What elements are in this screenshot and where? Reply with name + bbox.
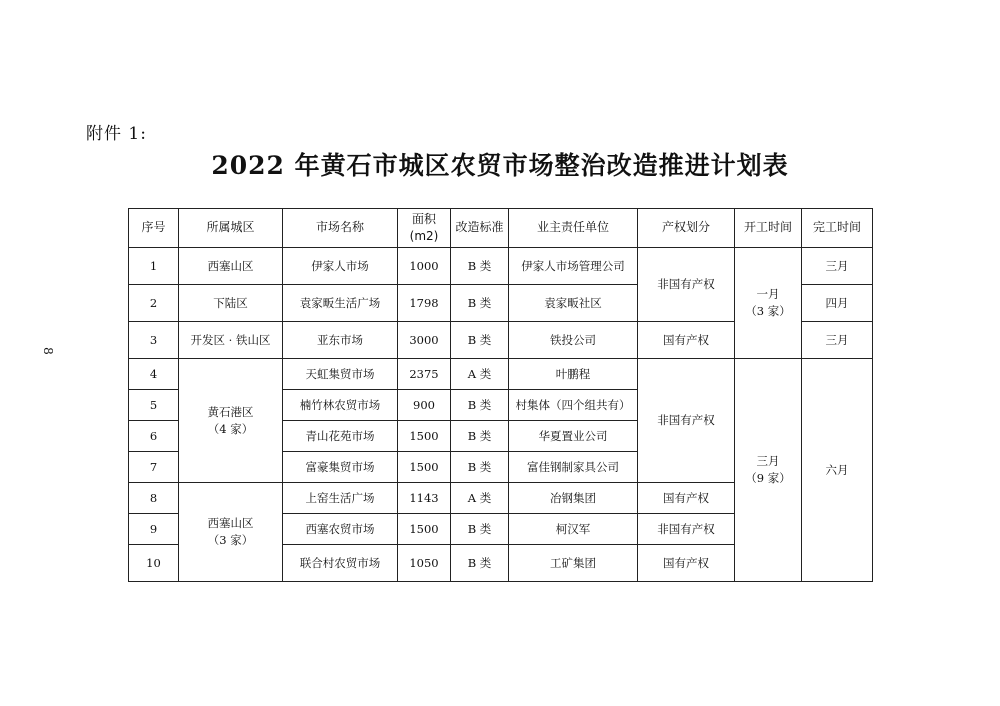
cell-area: 1500 xyxy=(398,421,451,452)
district-name: 黄石港区 xyxy=(207,404,254,419)
header-district: 所属城区 xyxy=(179,209,283,248)
cell-market: 伊家人市场 xyxy=(283,248,398,285)
cell-area: 3000 xyxy=(398,322,451,359)
attachment-label: 附件 1: xyxy=(86,124,147,144)
header-no: 序号 xyxy=(129,209,179,248)
cell-area: 1798 xyxy=(398,285,451,322)
cell-finish: 三月 xyxy=(802,322,873,359)
cell-property: 国有产权 xyxy=(638,545,735,582)
cell-no: 9 xyxy=(129,514,179,545)
cell-property: 非国有产权 xyxy=(638,359,735,483)
cell-standard: B 类 xyxy=(451,248,509,285)
start-count: （3 家） xyxy=(745,304,791,318)
header-start: 开工时间 xyxy=(735,209,802,248)
cell-district: 西塞山区 xyxy=(179,248,283,285)
cell-standard: B 类 xyxy=(451,285,509,322)
cell-area: 2375 xyxy=(398,359,451,390)
table-row xyxy=(129,248,873,285)
cell-property: 非国有产权 xyxy=(638,248,735,322)
cell-owner: 叶鹏程 xyxy=(509,359,638,390)
cell-no: 5 xyxy=(129,390,179,421)
cell-standard: B 类 xyxy=(451,514,509,545)
district-count: （4 家） xyxy=(207,421,254,436)
cell-standard: B 类 xyxy=(451,390,509,421)
header-property: 产权划分 xyxy=(638,209,735,248)
cell-no: 7 xyxy=(129,452,179,483)
cell-area: 1000 xyxy=(398,248,451,285)
cell-market: 联合村农贸市场 xyxy=(283,545,398,582)
cell-owner: 柯汉军 xyxy=(509,514,638,545)
cell-property: 国有产权 xyxy=(638,483,735,514)
cell-area: 900 xyxy=(398,390,451,421)
cell-standard: B 类 xyxy=(451,545,509,582)
cell-start-group-2 xyxy=(735,359,802,582)
cell-property: 国有产权 xyxy=(638,322,735,359)
cell-market: 袁家畈生活广场 xyxy=(283,285,398,322)
cell-market: 楠竹林农贸市场 xyxy=(283,390,398,421)
cell-area: 1500 xyxy=(398,514,451,545)
district-count: （3 家） xyxy=(207,533,254,547)
header-area-line2: (m2) xyxy=(409,229,439,243)
cell-owner: 华夏置业公司 xyxy=(509,421,638,452)
cell-standard: B 类 xyxy=(451,452,509,483)
cell-market: 青山花苑市场 xyxy=(283,421,398,452)
cell-no: 10 xyxy=(129,545,179,582)
header-market: 市场名称 xyxy=(283,209,398,248)
start-count: （9 家） xyxy=(745,471,791,485)
cell-owner: 伊家人市场管理公司 xyxy=(509,248,638,285)
header-area-line1: 面积 xyxy=(411,211,436,226)
cell-market: 天虹集贸市场 xyxy=(283,359,398,390)
header-finish: 完工时间 xyxy=(802,209,873,248)
cell-district-xisaishan xyxy=(179,483,283,582)
cell-no: 3 xyxy=(129,322,179,359)
start-month: 一月 xyxy=(756,287,780,302)
cell-owner: 村集体（四个组共有） xyxy=(509,390,638,421)
cell-area: 1500 xyxy=(398,452,451,483)
document-title: 2022 年黄石市城区农贸市场整治改造推进计划表 xyxy=(211,151,789,180)
cell-no: 6 xyxy=(129,421,179,452)
cell-market: 上窑生活广场 xyxy=(283,483,398,514)
cell-district: 下陆区 xyxy=(179,285,283,322)
plan-table xyxy=(128,208,873,582)
cell-owner: 冶钢集团 xyxy=(509,483,638,514)
cell-standard: B 类 xyxy=(451,322,509,359)
table-header-row xyxy=(129,209,873,248)
cell-standard: A 类 xyxy=(451,359,509,390)
cell-market: 西塞农贸市场 xyxy=(283,514,398,545)
cell-owner: 富佳钢制家具公司 xyxy=(509,452,638,483)
district-name: 西塞山区 xyxy=(207,516,254,531)
cell-owner: 袁家畈社区 xyxy=(509,285,638,322)
header-area xyxy=(398,209,451,248)
cell-standard: B 类 xyxy=(451,421,509,452)
cell-owner: 铁投公司 xyxy=(509,322,638,359)
cell-no: 1 xyxy=(129,248,179,285)
page-number: 8 xyxy=(40,347,55,355)
cell-finish: 六月 xyxy=(802,359,873,582)
cell-no: 8 xyxy=(129,483,179,514)
header-owner: 业主责任单位 xyxy=(509,209,638,248)
cell-finish: 三月 xyxy=(802,248,873,285)
cell-area: 1050 xyxy=(398,545,451,582)
cell-no: 2 xyxy=(129,285,179,322)
cell-start-group-1 xyxy=(735,248,802,359)
cell-market: 亚东市场 xyxy=(283,322,398,359)
cell-owner: 工矿集团 xyxy=(509,545,638,582)
start-month: 三月 xyxy=(756,454,780,469)
cell-standard: A 类 xyxy=(451,483,509,514)
table-row xyxy=(129,359,873,390)
cell-no: 4 xyxy=(129,359,179,390)
cell-district: 开发区 · 铁山区 xyxy=(179,322,283,359)
header-standard: 改造标准 xyxy=(451,209,509,248)
cell-finish: 四月 xyxy=(802,285,873,322)
cell-area: 1143 xyxy=(398,483,451,514)
cell-property: 非国有产权 xyxy=(638,514,735,545)
cell-district-huangshigang xyxy=(179,359,283,483)
cell-market: 富豪集贸市场 xyxy=(283,452,398,483)
